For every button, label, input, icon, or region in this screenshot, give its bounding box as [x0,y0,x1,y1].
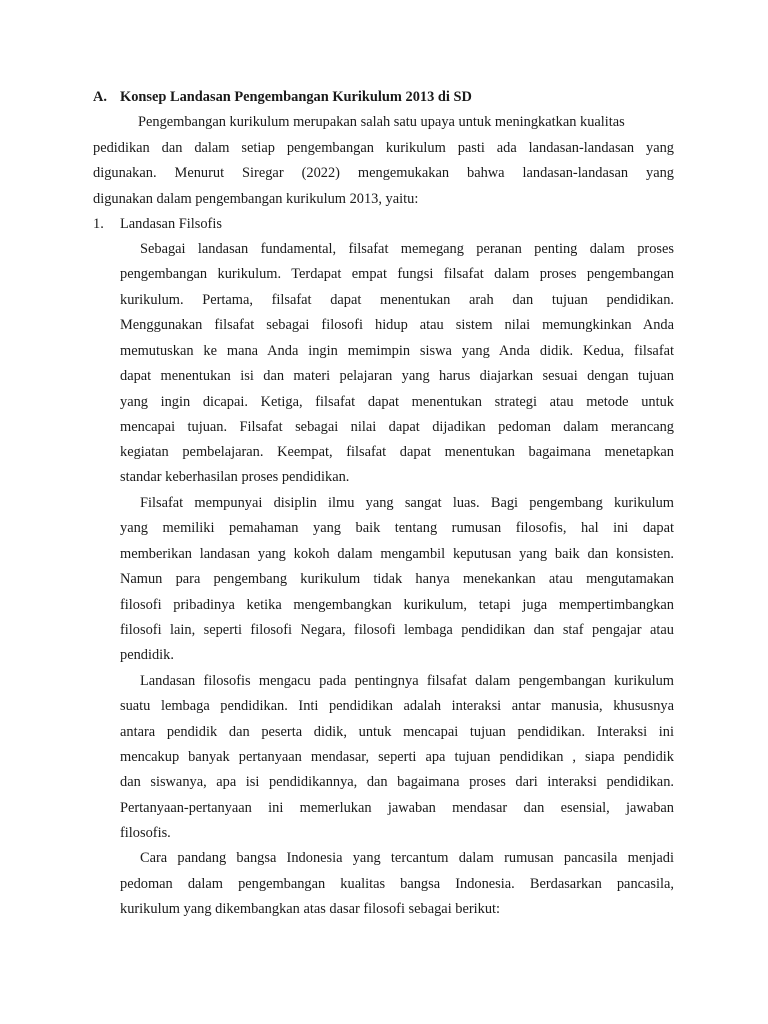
intro-line: pedidikan dan dalam setiap pengembangan kurikulum pasti ada landasan-landasan yang [93,140,674,156]
paragraph-line: mencapai tujuan. Filsafat sebagai nilai dapat dijadikan pedoman dalam merancang [120,419,674,435]
paragraph-line: Pertanyaan-pertanyaan ini memerlukan jawaban mendasar dan esensial, jawaban [120,800,674,816]
section-marker: A. [93,89,107,105]
paragraph-line: kurikulum. Pertama, filsafat dapat menentukan arah dan tujuan pendidikan. [120,292,674,308]
section-title: Konsep Landasan Pengembangan Kurikulum 2013 di SD [120,89,472,105]
paragraph-line: dapat menentukan isi dan materi pelajaran yang harus diajarkan sesuai dengan tujuan [120,368,674,384]
intro-line: digunakan. Menurut Siregar (2022) mengemukakan bahwa landasan-landasan yang [93,165,674,181]
paragraph-line: Menggunakan filsafat sebagai filosofi hidup atau sistem nilai memungkinkan Anda [120,317,674,333]
paragraph-line: antara pendidik dan peserta didik, untuk mencapai tujuan pendidikan. Interaksi ini [120,724,674,740]
paragraph-line: pedoman dalam pengembangan kualitas bangsa Indonesia. Berdasarkan pancasila, [120,876,674,892]
paragraph-line: filosofis. [120,825,171,841]
intro-line: Pengembangan kurikulum merupakan salah satu upaya untuk meningkatkan kualitas [138,114,625,130]
paragraph-line: pendidik. [120,647,174,663]
paragraph-line: standar keberhasilan proses pendidikan. [120,469,350,485]
paragraph-line: Landasan filosofis mengacu pada pentingnya filsafat dalam pengembangan kurikulum [140,673,674,689]
paragraph-line: yang ingin dicapai. Ketiga, filsafat dapat menentukan strategi atau metode untuk [120,394,674,410]
paragraph-line: memutuskan ke mana Anda ingin memimpin siswa yang Anda didik. Kedua, filsafat [120,343,674,359]
list-heading: Landasan Filsofis [120,216,222,232]
intro-line: digunakan dalam pengembangan kurikulum 2013, yaitu: [93,191,419,207]
paragraph-line: Sebagai landasan fundamental, filsafat memegang peranan penting dalam proses [140,241,674,257]
paragraph-line: pengembangan kurikulum. Terdapat empat fungsi filsafat dalam proses pengembangan [120,266,674,282]
paragraph-line: mencakup banyak pertanyaan mendasar, seperti apa tujuan pendidikan , siapa pendidik [120,749,674,765]
paragraph-line: Cara pandang bangsa Indonesia yang tercantum dalam rumusan pancasila menjadi [140,850,674,866]
paragraph-line: suatu lembaga pendidikan. Inti pendidikan adalah interaksi antar manusia, khususnya [120,698,674,714]
paragraph-line: kurikulum yang dikembangkan atas dasar filosofi sebagai berikut: [120,901,501,917]
paragraph-line: kegiatan pembelajaran. Keempat, filsafat dapat menentukan bagaimana menetapkan [120,444,674,460]
paragraph-line: filosofi lain, seperti filosofi Negara, filosofi lembaga pendidikan dan staf pengajar atau [120,622,674,638]
paragraph-line: yang memiliki pemahaman yang baik tentang rumusan filosofis, hal ini dapat [120,520,674,536]
paragraph-line: dan siswanya, apa isi pendidikannya, dan bagaimana proses dari interaksi pendidikan. [120,774,674,790]
list-number: 1. [93,216,104,232]
paragraph-line: filosofi pribadinya ketika mengembangkan kurikulum, tetapi juga mempertimbangkan [120,597,674,613]
paragraph-line: Namun para pengembang kurikulum tidak hanya menekankan atau mengutamakan [120,571,674,587]
paragraph-line: Filsafat mempunyai disiplin ilmu yang sangat luas. Bagi pengembang kurikulum [140,495,674,511]
paragraph-line: memberikan landasan yang kokoh dalam mengambil keputusan yang baik dan konsisten. [120,546,674,562]
